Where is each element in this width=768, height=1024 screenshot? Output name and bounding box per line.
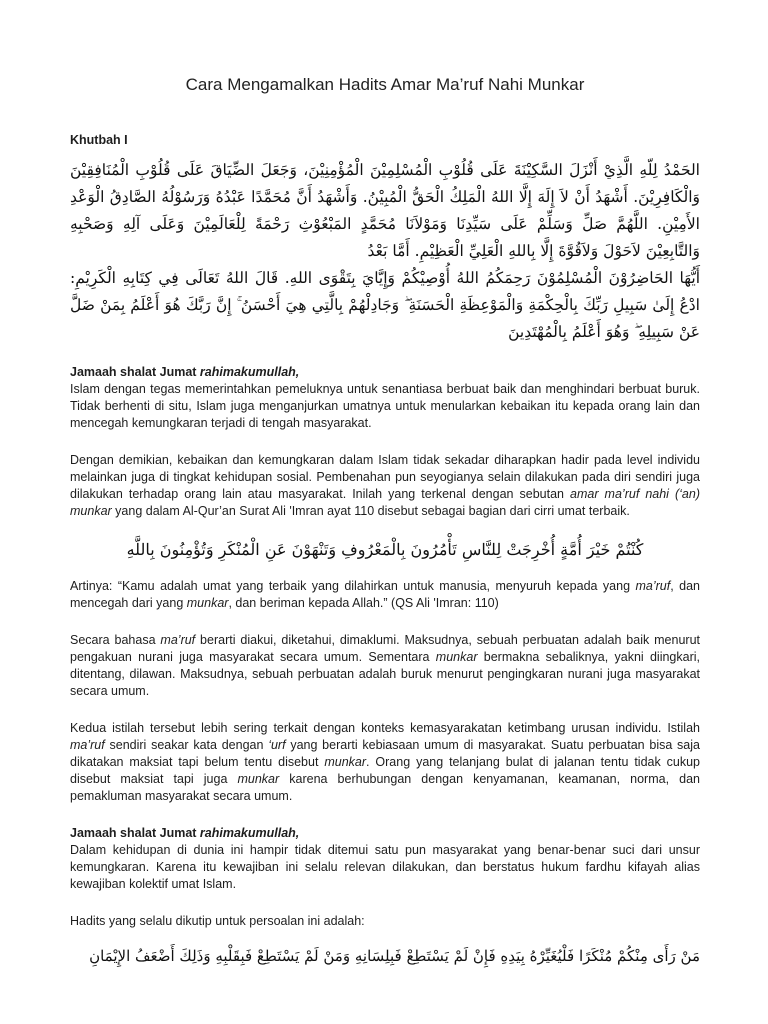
paragraph-language-meaning	[70, 632, 700, 700]
italic-term: rahimakumullah,	[199, 365, 300, 379]
text-run: . Orang yang telanjang bulat di jalanan tentu tidak cukup disebut maksiat tapi juga	[70, 755, 700, 786]
italic-term: amar ma’ruf nahi (‘an) munkar	[70, 487, 700, 518]
hadits-text: مَنْ رَأَى مِنْكُمْ مُنْكَرًا فَلْيُغَيِّرْهُ بِيَدِهِ فَإِنْ لَمْ يَسْتَطِعْ فَبِلِسَانِهِ وَمَنْ لَمْ يَسْتَطِعْ فَبِقَلْبِهِ وَذَلِكَ أَضْعَفُ الإِيْمَانِ	[89, 947, 700, 965]
salutation-heading-2	[70, 825, 700, 842]
text-run: Hadits yang selalu dikutip untuk persoalan ini adalah:	[70, 914, 365, 928]
text-run: Dalam kehidupan di dunia ini hampir tidak ditemui satu pun masyarakat yang benar-benar suci dari unsur kemungkaran. Karena itu kewajiban ini selalu relevan dilakukan, dan berstatus hukum fardhu kifayah alias kewajiban kolektif umat Islam.	[70, 843, 700, 891]
italic-term: ma’ruf	[70, 738, 105, 752]
text-run: yang dalam Al-Qur’an Surat Ali 'Imran ayat 110 disebut sebagai bagian dari cirri umat terbaik.	[111, 504, 630, 518]
italic-term: ma’ruf	[160, 633, 196, 647]
italic-term: ‘urf	[268, 738, 286, 752]
paragraph-hadits-intro	[70, 913, 700, 930]
italic-term: munkar	[435, 650, 478, 664]
text-run: Artinya: “Kamu adalah umat yang terbaik yang dilahirkan untuk manusia, menyuruh kepada yang	[70, 579, 636, 593]
paragraph-fardhu-kifayah	[70, 842, 700, 893]
text-run: Dengan demikian, kebaikan dan kemungkaran dalam Islam tidak sekadar diharapkan hadir pada level individu melainkan juga di tingkat kehidupan sosial. Pembenahan pun seyogianya selain dilakukan pada diri sendiri juga dilakukan terhadap orang lain atau masyarakat. Inilah yang terkenal dengan sebutan	[70, 453, 700, 501]
paragraph-social-level	[70, 452, 700, 520]
text-run: berarti diakui, diketahui, dimaklumi. Maksudnya, sebuah perbuatan adalah baik menurut pengakuan nurani juga masyarakat secara umum. Sementara	[70, 633, 700, 664]
italic-term: rahimakumullah,	[199, 826, 300, 840]
italic-term: munkar	[237, 772, 280, 786]
italic-term: ma’ruf	[635, 579, 671, 593]
quran-verse: كُنْتُمْ خَيْرَ أُمَّةٍ أُخْرِجَتْ لِلنَّاسِ تَأْمُرُونَ بِالْمَعْرُوفِ وَتَنْهَوْنَ عَنِ الْمُنْكَرِ وَتُؤْمِنُونَ بِاللَّهِ	[126, 540, 644, 559]
text-run: , dan mencegah dari yang	[70, 579, 700, 610]
paragraph-islam-commands	[70, 381, 700, 432]
arabic-ayah-paragraph: أَيُّهَا الحَاضِرُوْنَ الْمُسْلِمُوْنَ رَحِمَكُمُ اللهُ أُوْصِيْكُمْ وَإِيَّايَ بِتَقْوَى اللهِ. قَالَ اللهُ تَعَالَى فِي كِتَابِهِ الْكَرِيْمِ: ادْعُ إِلَىٰ سَبِيلِ رَبِّكَ بِالْحِكْمَةِ وَالْمَوْعِظَةِ الْحَسَنَةِ ۖ وَجَادِلْهُمْ بِالَّتِي هِيَ أَحْسَنُ ۚ إِنَّ رَبَّكَ هُوَ أَعْلَمُ بِمَنْ ضَلَّ عَنْ سَبِيلِهِ ۖ وَهُوَ أَعْلَمُ بِالْمُهْتَدِينَ	[70, 269, 700, 341]
text-run: Jamaah shalat Jumat	[70, 365, 200, 379]
italic-term: munkar	[324, 755, 367, 769]
page-title: Cara Mengamalkan Hadits Amar Ma’ruf Nahi Munkar	[185, 75, 585, 94]
arabic-opening-paragraph: الحَمْدُ لِلّهِ الَّذِيْ أَنْزَلَ السَّكِيْنَةَ عَلَى قُلُوْبِ الْمُسْلِمِيْنَ الْمُؤْمِنِيْنَ، وَجَعَلَ الضِّيَاقَ عَلَى قُلُوْبِ الْمُنَافِقِيْنَ وَالْكَافِرِيْنَ. أَشْهَدُ أَنْ لاَ إِلَهَ إِلَّا اللهُ الْمَلِكُ الْحَقُّ الْمُبِيْنُ. وَأَشْهَدُ أَنَّ مُحَمَّدًا عَبْدُهُ وَرَسُوْلُهُ الصَّادِقُ الْوَعْدِ الأَمِيْنِ. اللَّهُمَّ صَلِّ وَسَلِّمْ عَلَى سَيِّدِنَا وَمَوْلاَنَا مُحَمَّدٍ المَبْعُوْثِ رَحْمَةً لِلْعَالَمِيْنَ وَعَلَى آلِهِ وَصَحْبِهِ وَالتَّابِعِيْنَ لاَحَوْلَ وَلاَقُوَّةَ إِلَّا بِاللهِ الْعَلِيِّ الْعَظِيْمِ. أَمَّا بَعْدُ	[70, 161, 700, 260]
text-run: yang berarti kebiasaan umum di masyarakat. Suatu perbuatan bisa saja dikatakan maksiat tapi belum tentu disebut	[70, 738, 700, 769]
text-run: Secara bahasa	[70, 633, 161, 647]
text-run: , dan beriman kepada Allah.” (QS Ali 'Imran: 110)	[228, 596, 499, 610]
text-run: Islam dengan tegas memerintahkan pemeluknya untuk senantiasa berbuat baik dan menghindari berbuat buruk. Tidak berhenti di situ, Islam juga menganjurkan umatnya untuk menularkan kebaikan itu kepada orang lain dan mencegah kemungkaran terjadi di tengah masyarakat.	[70, 382, 700, 430]
text-run: Kedua istilah tersebut lebih sering terkait dengan konteks kemasyarakatan ketimbang urusan individu. Istilah	[70, 721, 700, 735]
paragraph-social-context	[70, 720, 700, 805]
text-run: sendiri seakar kata dengan	[104, 738, 269, 752]
italic-term: munkar	[186, 596, 229, 610]
text-run: karena berhubungan dengan kenyamanan, keamanan, norma, dan pemakluman masyarakat secara umum.	[70, 772, 700, 803]
text-run: Jamaah shalat Jumat	[70, 826, 200, 840]
text-run: bermakna sebaliknya, yakni diingkari, ditentang, dilawan. Maksudnya, sebuah perbuatan adalah buruk menurut pengingkaran nurani juga masyarakat secara umum.	[70, 650, 700, 698]
salutation-heading	[70, 364, 700, 381]
paragraph-translation	[70, 578, 700, 612]
section-label: Khutbah I	[70, 133, 128, 147]
